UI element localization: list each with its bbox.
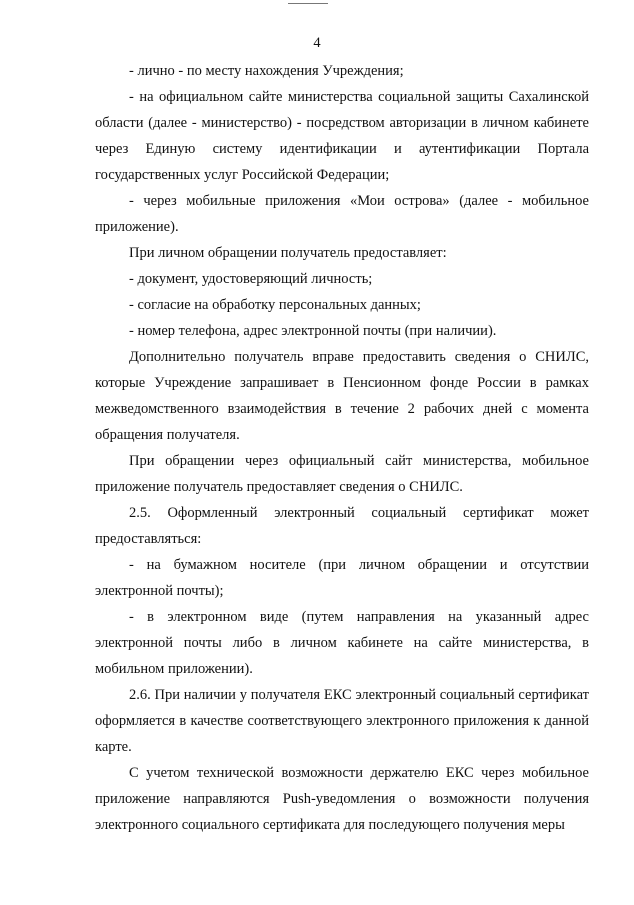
paragraph: При обращении через официальный сайт министерства, мобильное приложение получатель предоставляет сведения о СНИЛС. xyxy=(95,453,589,495)
paragraph: - в электронном виде (путем направления на указанный адрес электронной почты либо в личном кабинете на сайте министерства, в мобильном приложении). xyxy=(95,609,589,677)
paragraph: - номер телефона, адрес электронной почты (при наличии). xyxy=(129,323,497,339)
paragraph: 2.5. Оформленный электронный социальный сертификат может предоставляться: xyxy=(95,505,589,547)
page-number: 4 xyxy=(313,35,321,51)
paragraph: - документ, удостоверяющий личность; xyxy=(129,271,373,287)
document-body xyxy=(95,58,589,838)
paragraph: - на официальном сайте министерства социальной защиты Сахалинской области (далее - министерство) - посредством авторизации в личном кабинете через Единую систему идентификации и аутентификации Портала государственных услуг Российской Федерации; xyxy=(95,89,589,183)
paragraph: Дополнительно получатель вправе предоставить сведения о СНИЛС, которые Учреждение запрашивает в Пенсионном фонде России в рамках межведомственного взаимодействия в течение 2 рабочих дней с момента обращения получателя. xyxy=(95,349,589,443)
paragraph: С учетом технической возможности держателю ЕКС через мобильное приложение направляются Push-уведомления о возможности получения электронного социального сертификата для последующего получения меры xyxy=(95,765,589,833)
paragraph: - через мобильные приложения «Мои острова» (далее - мобильное приложение). xyxy=(95,193,589,235)
paragraph: 2.6. При наличии у получателя ЕКС электронный социальный сертификат оформляется в качестве соответствующего электронного приложения к данной карте. xyxy=(95,687,589,755)
paragraph: При личном обращении получатель предоставляет: xyxy=(129,245,447,261)
top-rule xyxy=(288,3,328,4)
paragraph: - лично - по месту нахождения Учреждения; xyxy=(129,63,404,79)
paragraph: - согласие на обработку персональных данных; xyxy=(129,297,421,313)
paragraph: - на бумажном носителе (при личном обращении и отсутствии электронной почты); xyxy=(95,557,589,599)
